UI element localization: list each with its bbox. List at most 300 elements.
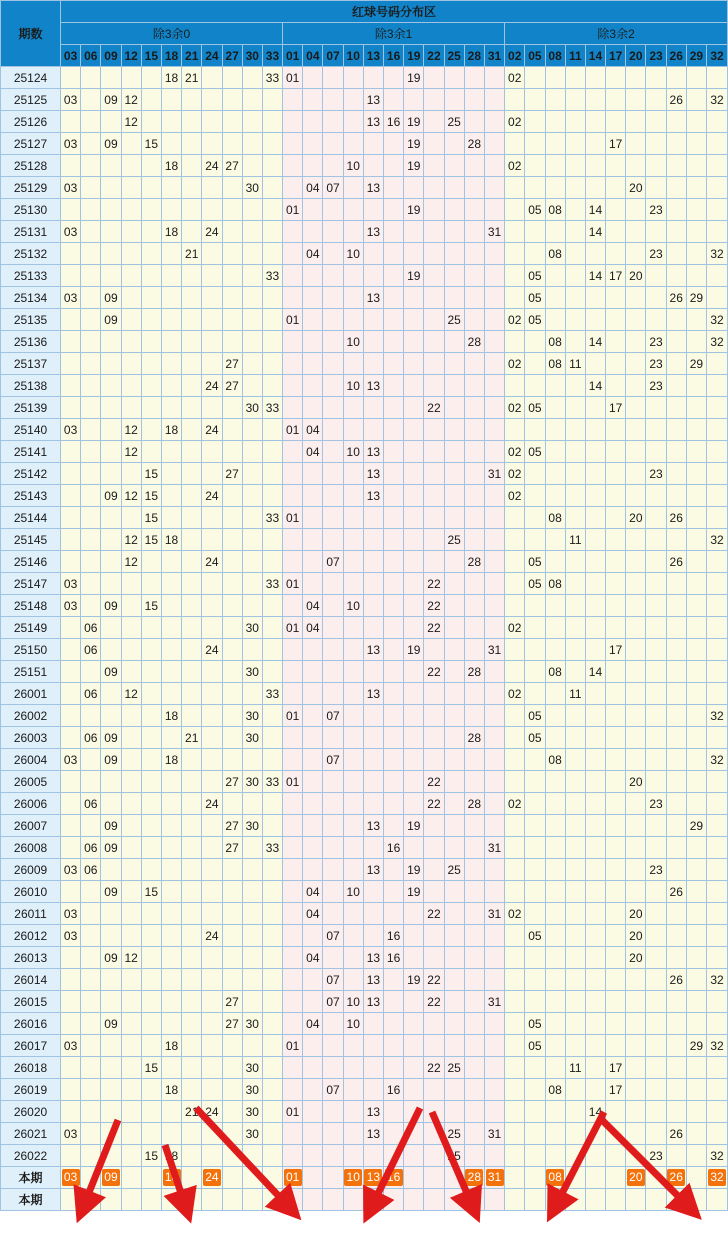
column-header-23[interactable]: 23 [646,45,666,67]
empty-cell-17 [606,727,626,749]
column-header-31[interactable]: 31 [484,45,504,67]
hit-cell-12: 12 [121,485,141,507]
empty-cell-23 [646,903,666,925]
table-row [1,177,728,199]
period-cell[interactable]: 25138 [1,375,61,397]
hit-cell-03: 03 [61,1035,81,1057]
benqi2-empty-26 [666,1189,686,1211]
hit-cell-08: 08 [545,331,565,353]
empty-cell-06 [81,463,101,485]
empty-cell-33 [262,463,282,485]
table-row [1,705,728,727]
hit-cell-06: 06 [81,837,101,859]
period-cell[interactable]: 25142 [1,463,61,485]
empty-cell-05 [525,155,545,177]
period-cell[interactable]: 25147 [1,573,61,595]
column-header-22[interactable]: 22 [424,45,444,67]
column-header-04[interactable]: 04 [303,45,323,67]
empty-cell-02 [505,705,525,727]
period-cell[interactable]: 26021 [1,1123,61,1145]
empty-cell-10 [343,683,363,705]
period-cell[interactable]: 26011 [1,903,61,925]
empty-cell-09 [101,991,121,1013]
empty-cell-26 [666,639,686,661]
empty-cell-21 [182,89,202,111]
empty-cell-21 [182,485,202,507]
column-header-33[interactable]: 33 [262,45,282,67]
hit-cell-32: 32 [707,705,728,727]
period-cell[interactable]: 25136 [1,331,61,353]
empty-cell-08 [545,991,565,1013]
hit-cell-01: 01 [283,199,303,221]
empty-cell-04 [303,727,323,749]
empty-cell-02 [505,639,525,661]
period-cell[interactable]: 26010 [1,881,61,903]
period-cell[interactable]: 25133 [1,265,61,287]
period-cell[interactable]: 25150 [1,639,61,661]
empty-cell-28 [464,375,484,397]
empty-cell-20 [626,441,646,463]
empty-cell-25 [444,177,464,199]
empty-cell-31 [484,265,504,287]
empty-cell-20 [626,1079,646,1101]
empty-cell-07 [323,133,343,155]
empty-cell-12 [121,969,141,991]
period-cell[interactable]: 25137 [1,353,61,375]
period-cell[interactable]: 26019 [1,1079,61,1101]
period-cell[interactable]: 26004 [1,749,61,771]
period-cell[interactable]: 25143 [1,485,61,507]
empty-cell-03 [61,1013,81,1035]
period-cell[interactable]: 25135 [1,309,61,331]
empty-cell-12 [121,925,141,947]
empty-cell-32 [707,155,728,177]
hit-cell-01: 01 [283,309,303,331]
empty-cell-07 [323,903,343,925]
empty-cell-01 [283,1057,303,1079]
empty-cell-19 [404,375,424,397]
empty-cell-18 [161,903,181,925]
empty-cell-31 [484,287,504,309]
empty-cell-16 [384,507,404,529]
column-header-17[interactable]: 17 [606,45,626,67]
table-row [1,815,728,837]
hit-cell-19: 19 [404,639,424,661]
column-header-08[interactable]: 08 [545,45,565,67]
empty-cell-10 [343,419,363,441]
column-header-16[interactable]: 16 [384,45,404,67]
empty-cell-25 [444,771,464,793]
empty-cell-17 [606,881,626,903]
hit-cell-30: 30 [242,661,262,683]
empty-cell-27 [222,1101,242,1123]
benqi-empty-04 [303,1167,323,1189]
column-header-18[interactable]: 18 [161,45,181,67]
hit-cell-27: 27 [222,155,242,177]
empty-cell-20 [626,309,646,331]
empty-cell-20 [626,199,646,221]
empty-cell-09 [101,1123,121,1145]
period-cell[interactable]: 25131 [1,221,61,243]
empty-cell-13 [363,199,383,221]
column-header-06[interactable]: 06 [81,45,101,67]
empty-cell-20 [626,1035,646,1057]
empty-cell-33 [262,617,282,639]
benqi-ball-31 [484,1167,504,1189]
hit-cell-05: 05 [525,925,545,947]
empty-cell-05 [525,221,545,243]
hit-cell-29: 29 [686,287,706,309]
empty-cell-29 [686,1057,706,1079]
hit-cell-08: 08 [545,243,565,265]
empty-cell-11 [565,573,585,595]
empty-cell-18 [161,815,181,837]
empty-cell-19 [404,441,424,463]
period-cell[interactable]: 26007 [1,815,61,837]
empty-cell-09 [101,1035,121,1057]
empty-cell-07 [323,441,343,463]
hit-cell-14: 14 [585,199,605,221]
empty-cell-11 [565,1013,585,1035]
column-header-29[interactable]: 29 [686,45,706,67]
empty-cell-31 [484,595,504,617]
empty-cell-15 [141,617,161,639]
period-cell[interactable]: 25139 [1,397,61,419]
empty-cell-10 [343,1145,363,1167]
empty-cell-19 [404,89,424,111]
empty-cell-15 [141,243,161,265]
hit-cell-18: 18 [161,1079,181,1101]
empty-cell-32 [707,771,728,793]
benqi2-empty-02 [505,1189,525,1211]
empty-cell-01 [283,353,303,375]
column-header-01[interactable]: 01 [283,45,303,67]
empty-cell-27 [222,749,242,771]
column-header-27[interactable]: 27 [222,45,242,67]
period-cell[interactable]: 25132 [1,243,61,265]
column-header-26[interactable]: 26 [666,45,686,67]
column-header-02[interactable]: 02 [505,45,525,67]
hit-cell-32: 32 [707,1035,728,1057]
period-cell[interactable]: 25140 [1,419,61,441]
hit-cell-16: 16 [384,947,404,969]
empty-cell-04 [303,661,323,683]
hit-cell-11: 11 [565,529,585,551]
column-header-28[interactable]: 28 [464,45,484,67]
empty-cell-05 [525,1145,545,1167]
column-header-25[interactable]: 25 [444,45,464,67]
empty-cell-06 [81,1057,101,1079]
period-cell[interactable]: 25129 [1,177,61,199]
column-header-21[interactable]: 21 [182,45,202,67]
empty-cell-17 [606,331,626,353]
ball-10: 10 [344,1169,362,1186]
empty-cell-29 [686,573,706,595]
empty-cell-13 [363,793,383,815]
empty-cell-27 [222,1123,242,1145]
empty-cell-17 [606,89,626,111]
empty-cell-14 [585,529,605,551]
period-cell[interactable]: 25124 [1,67,61,89]
period-cell[interactable]: 25130 [1,199,61,221]
empty-cell-06 [81,133,101,155]
period-cell[interactable]: 25126 [1,111,61,133]
hit-cell-18: 18 [161,1145,181,1167]
hit-cell-07: 07 [323,969,343,991]
empty-cell-23 [646,133,666,155]
empty-cell-02 [505,133,525,155]
empty-cell-26 [666,903,686,925]
empty-cell-05 [525,133,545,155]
hit-cell-24: 24 [202,155,222,177]
hit-cell-26: 26 [666,507,686,529]
empty-cell-14 [585,925,605,947]
empty-cell-13 [363,925,383,947]
empty-cell-29 [686,1079,706,1101]
table-row [1,881,728,903]
period-cell[interactable]: 25144 [1,507,61,529]
empty-cell-02 [505,837,525,859]
period-cell[interactable]: 26001 [1,683,61,705]
empty-cell-08 [545,727,565,749]
empty-cell-23 [646,727,666,749]
column-header-09[interactable]: 09 [101,45,121,67]
empty-cell-21 [182,397,202,419]
empty-cell-06 [81,441,101,463]
empty-cell-31 [484,661,504,683]
empty-cell-25 [444,67,464,89]
hit-cell-27: 27 [222,375,242,397]
hit-cell-20: 20 [626,265,646,287]
hit-cell-01: 01 [283,67,303,89]
empty-cell-17 [606,573,626,595]
hit-cell-18: 18 [161,705,181,727]
period-cell[interactable]: 25141 [1,441,61,463]
column-header-15[interactable]: 15 [141,45,161,67]
table-row [1,155,728,177]
hit-cell-05: 05 [525,705,545,727]
column-header-05[interactable]: 05 [525,45,545,67]
empty-cell-12 [121,243,141,265]
period-cell[interactable]: 26015 [1,991,61,1013]
empty-cell-10 [343,67,363,89]
empty-cell-18 [161,1013,181,1035]
period-cell[interactable]: 26005 [1,771,61,793]
hit-cell-06: 06 [81,683,101,705]
empty-cell-20 [626,573,646,595]
empty-cell-17 [606,463,626,485]
column-header-20[interactable]: 20 [626,45,646,67]
hit-cell-04: 04 [303,617,323,639]
column-header-07[interactable]: 07 [323,45,343,67]
column-header-24[interactable]: 24 [202,45,222,67]
empty-cell-23 [646,683,666,705]
hit-cell-05: 05 [525,1035,545,1057]
empty-cell-32 [707,177,728,199]
empty-cell-21 [182,111,202,133]
period-cell[interactable]: 26003 [1,727,61,749]
empty-cell-30 [242,903,262,925]
empty-cell-27 [222,727,242,749]
hit-cell-13: 13 [363,859,383,881]
period-cell[interactable]: 26020 [1,1101,61,1123]
column-header-19[interactable]: 19 [404,45,424,67]
empty-cell-06 [81,771,101,793]
empty-cell-31 [484,419,504,441]
period-cell[interactable]: 26008 [1,837,61,859]
column-header-32[interactable]: 32 [707,45,728,67]
benqi2-empty-06 [81,1189,101,1211]
empty-cell-01 [283,749,303,771]
empty-cell-20 [626,749,646,771]
period-cell[interactable]: 26006 [1,793,61,815]
period-cell[interactable]: 25151 [1,661,61,683]
empty-cell-09 [101,617,121,639]
empty-cell-32 [707,199,728,221]
empty-cell-26 [666,1035,686,1057]
empty-cell-15 [141,221,161,243]
benqi-ball-24 [202,1167,222,1189]
hit-cell-30: 30 [242,177,262,199]
empty-cell-30 [242,287,262,309]
empty-cell-30 [242,309,262,331]
empty-cell-31 [484,1035,504,1057]
empty-cell-04 [303,155,323,177]
column-header-11[interactable]: 11 [565,45,585,67]
period-cell[interactable]: 26017 [1,1035,61,1057]
empty-cell-27 [222,199,242,221]
column-header-12[interactable]: 12 [121,45,141,67]
hit-cell-26: 26 [666,969,686,991]
empty-cell-16 [384,1101,404,1123]
benqi2-empty-20 [626,1189,646,1211]
hit-cell-12: 12 [121,111,141,133]
empty-cell-22 [424,1145,444,1167]
empty-cell-23 [646,485,666,507]
empty-cell-12 [121,1079,141,1101]
empty-cell-07 [323,1057,343,1079]
empty-cell-33 [262,991,282,1013]
column-header-13[interactable]: 13 [363,45,383,67]
empty-cell-29 [686,221,706,243]
hit-cell-32: 32 [707,749,728,771]
empty-cell-22 [424,727,444,749]
period-cell[interactable]: 25148 [1,595,61,617]
empty-cell-19 [404,287,424,309]
empty-cell-21 [182,331,202,353]
empty-cell-30 [242,683,262,705]
period-cell[interactable]: 25145 [1,529,61,551]
empty-cell-10 [343,947,363,969]
period-cell[interactable]: 26014 [1,969,61,991]
empty-cell-06 [81,705,101,727]
period-cell[interactable]: 25149 [1,617,61,639]
empty-cell-20 [626,221,646,243]
hit-cell-09: 09 [101,727,121,749]
period-cell[interactable]: 25146 [1,551,61,573]
empty-cell-21 [182,177,202,199]
empty-cell-27 [222,551,242,573]
empty-cell-18 [161,683,181,705]
benqi2-empty-01 [283,1189,303,1211]
empty-cell-11 [565,881,585,903]
empty-cell-31 [484,793,504,815]
period-cell[interactable]: 26022 [1,1145,61,1167]
empty-cell-21 [182,265,202,287]
empty-cell-02 [505,595,525,617]
group-header-0: 除3余0 [61,23,283,45]
empty-cell-32 [707,485,728,507]
hit-cell-15: 15 [141,1057,161,1079]
empty-cell-19 [404,947,424,969]
period-cell[interactable]: 25127 [1,133,61,155]
hit-cell-21: 21 [182,67,202,89]
empty-cell-33 [262,199,282,221]
hit-cell-23: 23 [646,1145,666,1167]
hit-cell-19: 19 [404,815,424,837]
period-cell[interactable]: 26016 [1,1013,61,1035]
empty-cell-19 [404,793,424,815]
hit-cell-13: 13 [363,969,383,991]
column-header-10[interactable]: 10 [343,45,363,67]
period-cell[interactable]: 26013 [1,947,61,969]
empty-cell-31 [484,441,504,463]
ball-24: 24 [203,1169,221,1186]
empty-cell-11 [565,991,585,1013]
period-cell[interactable]: 26009 [1,859,61,881]
empty-cell-10 [343,859,363,881]
period-cell[interactable]: 26018 [1,1057,61,1079]
hit-cell-09: 09 [101,749,121,771]
empty-cell-26 [666,1013,686,1035]
empty-cell-08 [545,155,565,177]
table-row [1,133,728,155]
group-header-2: 除3余2 [505,23,728,45]
empty-cell-07 [323,111,343,133]
column-header-14[interactable]: 14 [585,45,605,67]
empty-cell-13 [363,881,383,903]
empty-cell-10 [343,199,363,221]
empty-cell-17 [606,177,626,199]
table-row [1,947,728,969]
hit-cell-08: 08 [545,199,565,221]
hit-cell-09: 09 [101,485,121,507]
empty-cell-12 [121,573,141,595]
period-cell[interactable]: 25134 [1,287,61,309]
empty-cell-04 [303,309,323,331]
period-cell[interactable]: 25128 [1,155,61,177]
column-header-03[interactable]: 03 [61,45,81,67]
empty-cell-28 [464,529,484,551]
empty-cell-19 [404,243,424,265]
empty-cell-02 [505,969,525,991]
hit-cell-25: 25 [444,309,464,331]
empty-cell-18 [161,243,181,265]
period-cell[interactable]: 26012 [1,925,61,947]
hit-cell-06: 06 [81,859,101,881]
empty-cell-01 [283,529,303,551]
empty-cell-20 [626,1123,646,1145]
period-cell[interactable]: 25125 [1,89,61,111]
empty-cell-22 [424,683,444,705]
empty-cell-23 [646,1013,666,1035]
column-header-30[interactable]: 30 [242,45,262,67]
table-row [1,89,728,111]
table-row [1,837,728,859]
empty-cell-30 [242,551,262,573]
period-cell[interactable]: 26002 [1,705,61,727]
empty-cell-11 [565,463,585,485]
